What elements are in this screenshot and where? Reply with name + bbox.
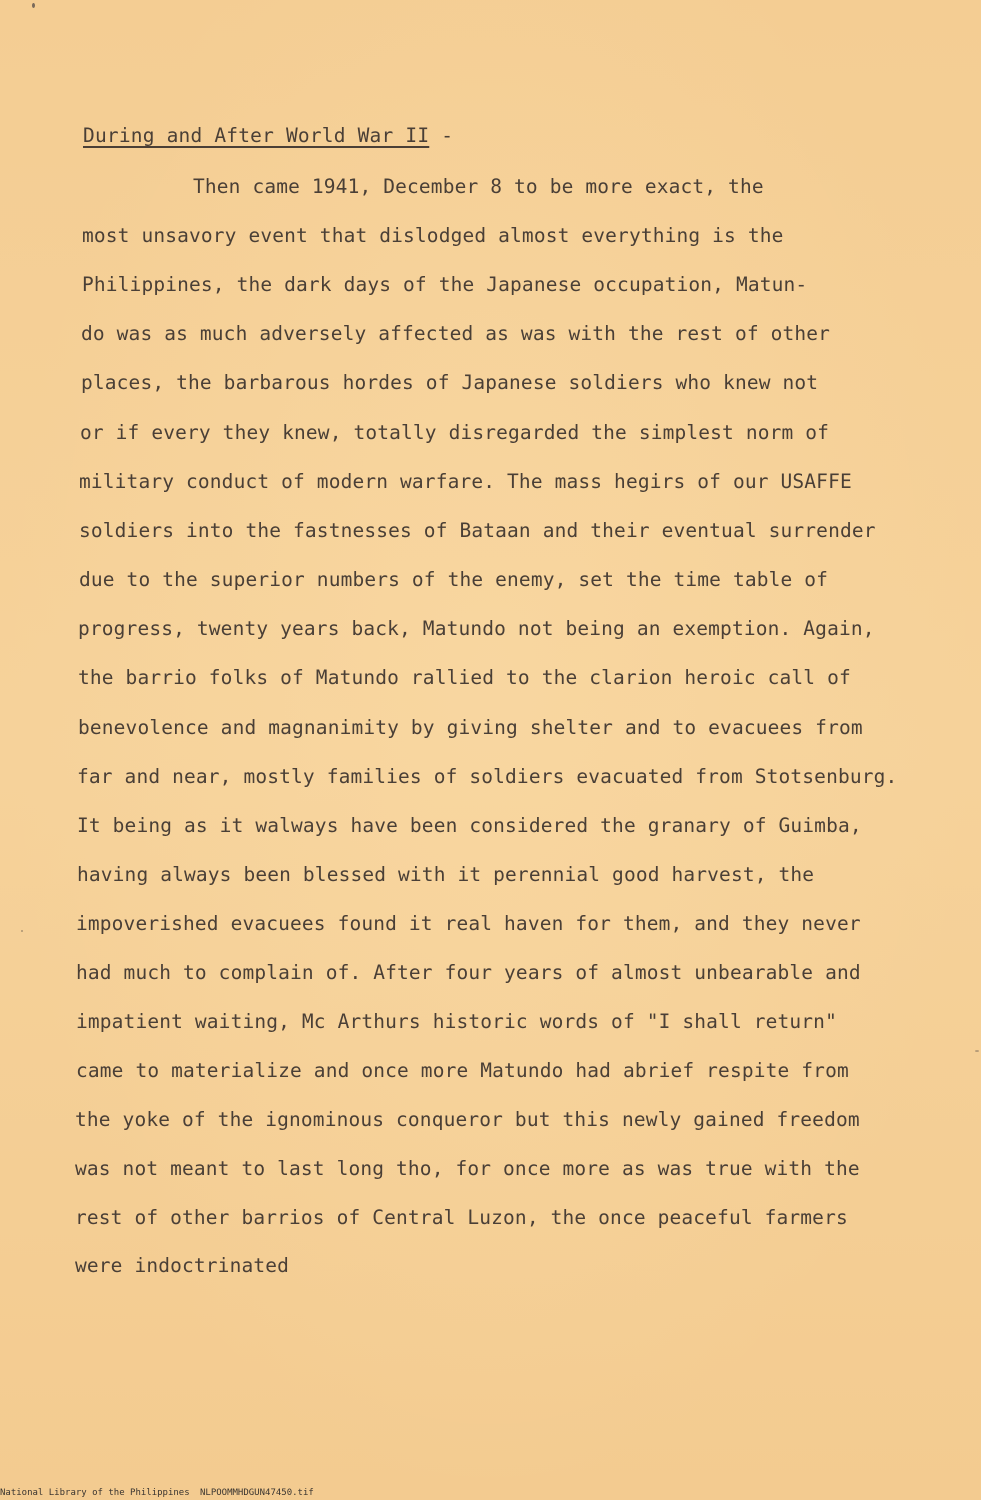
paragraph-line: far and near, mostly families of soldiers evacuated from Stotsenburg.	[77, 765, 898, 788]
section-dash: -	[441, 124, 454, 147]
paragraph-line: soldiers into the fastnesses of Bataan and their eventual surrender	[79, 519, 876, 542]
paragraph-line: due to the superior numbers of the enemy, set the time table of	[79, 568, 829, 591]
paper-speck	[975, 1050, 979, 1052]
paragraph-line: Philippines, the dark days of the Japanese occupation, Matun-	[82, 273, 808, 296]
paragraph-line: It being as it walways have been considered the granary of Guimba,	[77, 814, 862, 837]
paragraph-line: progress, twenty years back, Matundo not being an exemption. Again,	[78, 617, 875, 640]
paragraph-line: impoverished evacuees found it real haven for them, and they never	[76, 912, 861, 935]
paragraph-line: do was as much adversely affected as was with the rest of other	[81, 322, 831, 345]
section-title: During and After World War II	[83, 124, 430, 147]
paper-speck	[21, 930, 23, 932]
paper-speck	[32, 3, 35, 8]
paragraph-line: was not meant to last long tho, for once more as was true with the	[75, 1157, 860, 1180]
paragraph-line: or if every they knew, totally disregarded the simplest norm of	[80, 421, 830, 444]
paragraph-line: were indoctrinated	[75, 1254, 290, 1277]
paragraph-line: the yoke of the ignominous conqueror but this newly gained freedom	[75, 1108, 860, 1131]
scan-footer	[0, 1488, 314, 1498]
paragraph-line: places, the barbarous hordes of Japanese soldiers who knew not	[81, 371, 819, 394]
paragraph-line: military conduct of modern warfare. The mass hegirs of our USAFFE	[79, 470, 852, 493]
paragraph-line: had much to complain of. After four years of almost unbearable and	[76, 961, 861, 984]
paragraph-line: impatient waiting, Mc Arthurs historic words of "I shall return"	[76, 1010, 837, 1033]
paragraph-line: benevolence and magnanimity by giving shelter and to evacuees from	[78, 716, 863, 739]
paragraph-line: most unsavory event that dislodged almost everything is the	[82, 224, 784, 247]
paragraph-line: came to materialize and once more Matundo had abrief respite from	[76, 1059, 849, 1082]
library-credit: National Library of the Philippines	[0, 1488, 190, 1498]
paragraph-line: having always been blessed with it perennial good harvest, the	[77, 863, 815, 886]
scan-filename: NLPOOMMHDGUN47450.tif	[200, 1488, 314, 1498]
paragraph-line: rest of other barrios of Central Luzon, the once peaceful farmers	[75, 1206, 848, 1229]
section-heading	[83, 124, 453, 147]
paragraph-line: the barrio folks of Matundo rallied to the clarion heroic call of	[78, 666, 851, 689]
paragraph-line: Then came 1941, December 8 to be more exact, the	[193, 175, 764, 198]
